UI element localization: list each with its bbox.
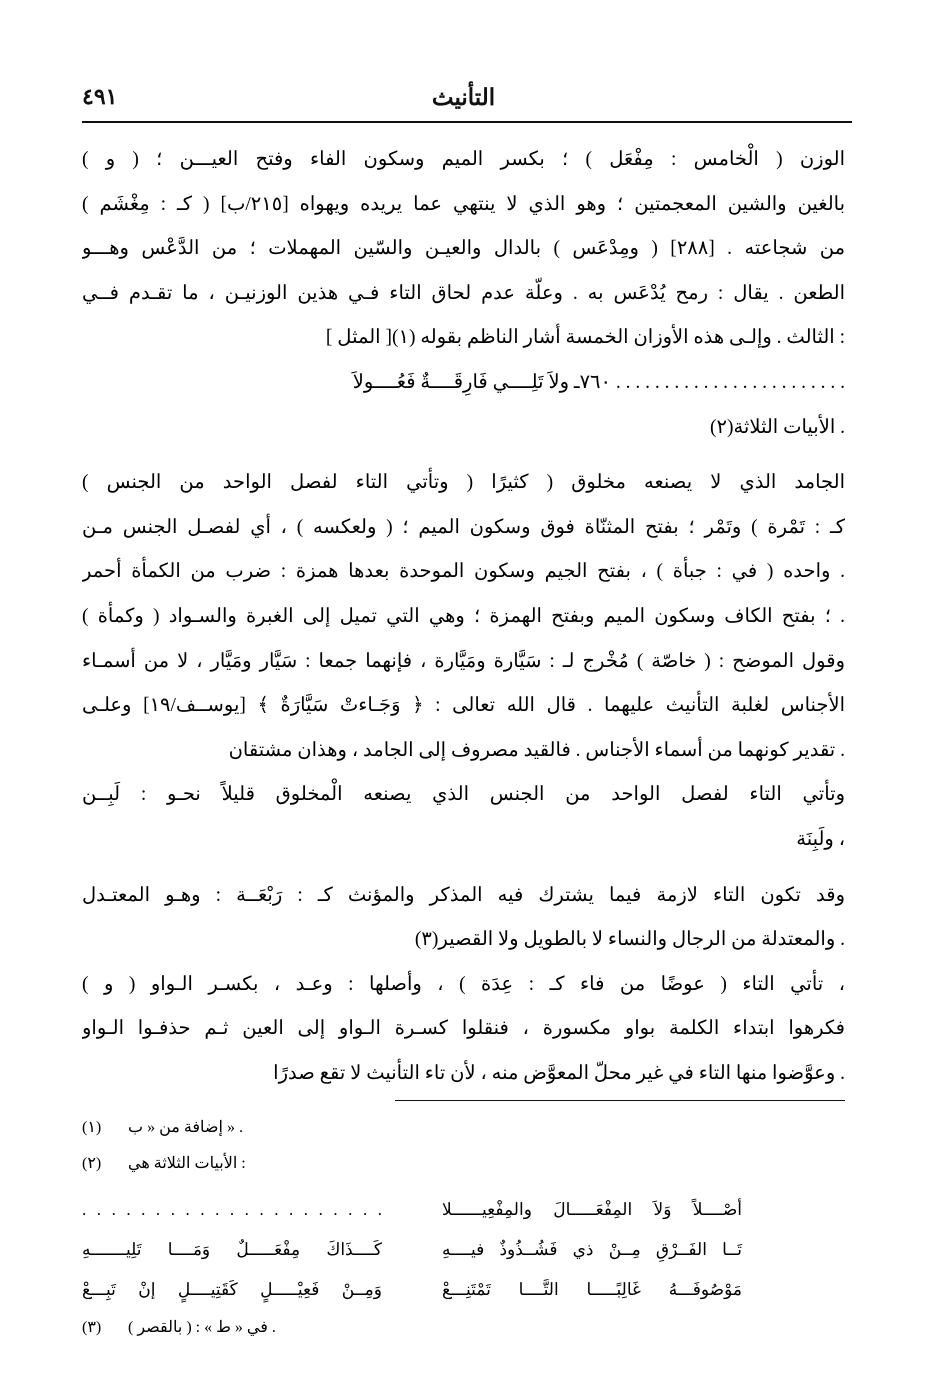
footnote-rule: [395, 1100, 845, 1101]
text-line: الأجناس لغلبة التأنيث عليهما . قال الله تعالى : ﴿ وَجَـاءتْ سَيَّارَةٌ ﴾ [يوســف/١٩] وعلـى: [82, 695, 845, 717]
page-number: ٤٩١: [82, 84, 118, 110]
verse-hemistich: تَــا الفَــرْقِ مِــنْ ذي فَشُــذُوذٌ فيــــهِ: [442, 1240, 742, 1259]
text-line: فكرهوا ابتداء الكلمة بواو مكسورة ، فنقلوا كسـرة الـواو إلى العين ثـم حذفـوا الـواو: [82, 1018, 845, 1040]
footnote-number: (٣): [82, 1319, 102, 1336]
footnote-text: في « ط » : ( بالقصر ) .: [128, 1319, 276, 1336]
text-line: ( وتأتي التاء لفصل الواحد من الجنس ) الجامد الذي لا يصنعه مخلوق ( كثيرًا: [82, 472, 845, 494]
main-text: [82, 138, 845, 1096]
text-line: من شجاعته . [٢٨٨] ( ومِدْعَس ) بالدال والعيـن والسّين المهملات ؛ من الدَّعْس وهـــو: [82, 238, 845, 260]
verse-hemistich: . . . . . . . . . . . . . . . . . . . . .: [82, 1200, 382, 1219]
text-line: والمعتدلة من الرجال والنساء لا بالطويل ولا القصير(٣) .: [414, 929, 845, 951]
footnote-2: [82, 1146, 845, 1182]
text-line: وعوَّضوا منها التاء في غير محلّ المعوَّض منه ، لأن تاء التأنيث لا تقع صدرًا .: [273, 1062, 845, 1084]
verse-hemistich: أصْــــلاً وَلاَ المِفْعَـــــالَ والمِفْعِيــــــلا: [442, 1200, 742, 1219]
text-line: الطعن . يقال : رمح يُدْعَس به . وعلّة عدم لحاق التاء فـي هذين الوزنيـن ، ما تقـدم فــي: [82, 282, 845, 304]
text-line: وقد تكون التاء لازمة فيما يشترك فيه المذكر والمؤنث كـ : رَبْعَــة : وهـو المعتـدل: [82, 884, 845, 906]
footnote-verses: [82, 1190, 805, 1310]
text-line: الأبيات الثلاثة(٢) .: [709, 416, 845, 438]
verse-hemistich: وَمِــنْ فَعِيْـــــلٍ كَقَتِيــــلٍ إنْ تَبِـــعْ: [82, 1280, 382, 1299]
verse-line: ٧٦٠ـ ولاَ تَلِــــي فَارِقَــــةٌ فَعُــــولاَ . . . . . . . . . . . . . . . . . . . . . . . .: [352, 371, 845, 393]
text-line: ( و ) الوزن ( الْخامس : مِفْعَل ) ؛ بكسر الميم وسكون الفاء وفتح العيـــن ؛: [82, 149, 845, 170]
text-line: وقول الموضح : ( خاصّة ) مُخْرج لـ : سَيَّارة ومَيَّارة ، فإنهما جمعا : سَيَّار ومَيَّار ، لا من أسمـاء: [82, 650, 845, 672]
text-line: كـ : تَمْرة ) وتَمْر ؛ بفتح المثنّاة فوق وسكون الميم ؛ ( ولعكسه ) ، أي لفصـل الجنس مـن: [82, 516, 845, 538]
footnote-3: [82, 1310, 845, 1346]
footnote-1: [82, 1110, 845, 1146]
footnotes: [82, 1110, 845, 1346]
verse-row: [82, 1190, 742, 1230]
text-line: ( وكمأة ) ؛ بفتح الكاف وسكون الميم وبفتح الهمزة ؛ وهي التي تميل إلى الغبرة والسـواد .: [82, 605, 845, 627]
page-header: [82, 78, 845, 122]
text-line: ( كـ : مِغْشَم ) بالغين والشين المعجمتين ؛ وهو الذي لا ينتهي عما يريده ويهواه [٢١٥/ب]: [82, 193, 845, 215]
text-line: ( و ) تأتي التاء ( عوضًا من فاء كـ : عِدَة ) ، وأصلها : وعـد ، بكسـر الـواو ،: [82, 973, 845, 995]
text-line: وتأتي التاء لفصل الواحد من الجنس الذي يصنعه الْمخلوق قليلاً نحـو : لَبِــن: [82, 784, 845, 806]
text-line: واحده ( في : جبأة ) ، بفتح الجيم وسكون الموحدة بعدها همزة : ضرب من الكمأة أحمر .: [82, 561, 845, 583]
running-title: التأنيث: [431, 84, 496, 111]
verse-hemistich: مَوْصُوفَـــهُ غَالِبًـــــا التَّــــا تَمْتَنِـــعْ: [442, 1280, 742, 1299]
verse-row: [82, 1230, 742, 1270]
verse-row: [82, 1270, 742, 1310]
text-line: ولَبِنَة ،: [796, 828, 845, 850]
footnote-text: إضافة من « ب » .: [128, 1119, 243, 1136]
verse-hemistich: كَــــذَاكَ مِفْعَـــــلٌ وَمَــــا تَلِيـــــــهِ: [82, 1240, 382, 1259]
text-line: تقدير كونهما من أسماء الأجناس . فالقيد مصروف إلى الجامد ، وهذان مشتقان .: [228, 739, 845, 761]
header-rule: [82, 121, 852, 123]
text-line: [ المثل ](١) الثالث . وإلـى هذه الأوزان الخمسة أشار الناظم بقوله :: [325, 327, 845, 349]
footnote-number: (١): [82, 1119, 102, 1136]
footnote-number: (٢): [82, 1155, 102, 1172]
footnote-text: الأبيات الثلاثة هي :: [128, 1155, 246, 1172]
